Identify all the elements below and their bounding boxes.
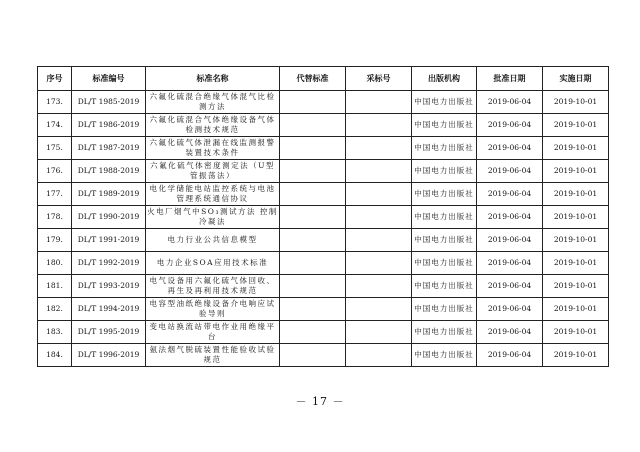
cell-implement-date: 2019-10-01 (543, 275, 609, 298)
cell-approve-date: 2019-06-04 (477, 321, 543, 344)
cell-replaces (280, 229, 346, 252)
cell-approve-date: 2019-06-04 (477, 252, 543, 275)
cell-replaces (280, 91, 346, 114)
table-row (38, 206, 609, 229)
cell-standard-code: DL/T 1994-2019 (72, 298, 146, 321)
cell-seq: 173. (38, 91, 72, 114)
cell-replaces (280, 252, 346, 275)
cell-implement-date: 2019-10-01 (543, 91, 609, 114)
cell-replaces (280, 160, 346, 183)
cell-standard-code: DL/T 1996-2019 (72, 344, 146, 367)
cell-publisher: 中国电力出版社 (412, 91, 477, 114)
table-header-row (38, 67, 609, 91)
cell-publisher: 中国电力出版社 (412, 229, 477, 252)
cell-publisher: 中国电力出版社 (412, 183, 477, 206)
table-row (38, 344, 609, 367)
cell-implement-date: 2019-10-01 (543, 229, 609, 252)
cell-publisher: 中国电力出版社 (412, 252, 477, 275)
header-code: 标准编号 (72, 67, 146, 91)
table-row (38, 183, 609, 206)
cell-adopts (346, 321, 412, 344)
cell-publisher: 中国电力出版社 (412, 160, 477, 183)
cell-approve-date: 2019-06-04 (477, 91, 543, 114)
table-body (38, 91, 609, 367)
cell-seq: 183. (38, 321, 72, 344)
cell-replaces (280, 275, 346, 298)
cell-seq: 180. (38, 252, 72, 275)
cell-standard-code: DL/T 1988-2019 (72, 160, 146, 183)
cell-replaces (280, 137, 346, 160)
cell-standard-code: DL/T 1989-2019 (72, 183, 146, 206)
header-implement-date: 实施日期 (543, 67, 609, 91)
cell-replaces (280, 183, 346, 206)
cell-standard-name: 变电站换流站带电作业用绝缘平台 (146, 321, 280, 344)
cell-standard-code: DL/T 1986-2019 (72, 114, 146, 137)
cell-adopts (346, 252, 412, 275)
table-row (38, 298, 609, 321)
cell-seq: 175. (38, 137, 72, 160)
cell-seq: 176. (38, 160, 72, 183)
cell-standard-code: DL/T 1993-2019 (72, 275, 146, 298)
cell-approve-date: 2019-06-04 (477, 275, 543, 298)
cell-publisher: 中国电力出版社 (412, 298, 477, 321)
cell-replaces (280, 114, 346, 137)
cell-seq: 177. (38, 183, 72, 206)
table-row (38, 137, 609, 160)
cell-replaces (280, 206, 346, 229)
cell-approve-date: 2019-06-04 (477, 344, 543, 367)
cell-approve-date: 2019-06-04 (477, 206, 543, 229)
cell-replaces (280, 321, 346, 344)
header-publisher: 出版机构 (412, 67, 477, 91)
cell-standard-name: 火电厂烟气中SO₃测试方法 控制冷凝法 (146, 206, 280, 229)
cell-seq: 179. (38, 229, 72, 252)
table-row (38, 91, 609, 114)
cell-publisher: 中国电力出版社 (412, 114, 477, 137)
cell-adopts (346, 91, 412, 114)
cell-approve-date: 2019-06-04 (477, 183, 543, 206)
cell-publisher: 中国电力出版社 (412, 344, 477, 367)
page-number: － 17 － (295, 395, 345, 408)
cell-adopts (346, 344, 412, 367)
header-adopts: 采标号 (346, 67, 412, 91)
cell-adopts (346, 137, 412, 160)
cell-standard-name: 六氟化硫气体泄漏在线监测报警装置技术条件 (146, 137, 280, 160)
cell-standard-name: 六氟化硫混合绝缘气体混气比检测方法 (146, 91, 280, 114)
cell-publisher: 中国电力出版社 (412, 321, 477, 344)
table-row (38, 114, 609, 137)
cell-standard-name: 电力企业SOA应用技术标准 (146, 252, 280, 275)
cell-adopts (346, 298, 412, 321)
cell-implement-date: 2019-10-01 (543, 321, 609, 344)
header-name: 标准名称 (146, 67, 280, 91)
cell-publisher: 中国电力出版社 (412, 137, 477, 160)
cell-adopts (346, 160, 412, 183)
cell-implement-date: 2019-10-01 (543, 206, 609, 229)
cell-implement-date: 2019-10-01 (543, 183, 609, 206)
cell-standard-code: DL/T 1992-2019 (72, 252, 146, 275)
header-replaces: 代替标准 (280, 67, 346, 91)
cell-replaces (280, 298, 346, 321)
cell-seq: 178. (38, 206, 72, 229)
cell-implement-date: 2019-10-01 (543, 160, 609, 183)
cell-implement-date: 2019-10-01 (543, 114, 609, 137)
cell-adopts (346, 183, 412, 206)
cell-approve-date: 2019-06-04 (477, 160, 543, 183)
cell-standard-name: 电力行业公共信息模型 (146, 229, 280, 252)
cell-publisher: 中国电力出版社 (412, 275, 477, 298)
table-row (38, 252, 609, 275)
table-row (38, 160, 609, 183)
cell-approve-date: 2019-06-04 (477, 298, 543, 321)
cell-standard-code: DL/T 1987-2019 (72, 137, 146, 160)
cell-standard-name: 电容型油纸绝缘设备介电响应试验导则 (146, 298, 280, 321)
cell-adopts (346, 206, 412, 229)
cell-approve-date: 2019-06-04 (477, 229, 543, 252)
cell-replaces (280, 344, 346, 367)
cell-seq: 174. (38, 114, 72, 137)
cell-implement-date: 2019-10-01 (543, 344, 609, 367)
header-approve-date: 批准日期 (477, 67, 543, 91)
cell-standard-code: DL/T 1995-2019 (72, 321, 146, 344)
cell-standard-code: DL/T 1985-2019 (72, 91, 146, 114)
header-seq: 序号 (38, 67, 72, 91)
cell-seq: 184. (38, 344, 72, 367)
standards-table (37, 66, 609, 367)
cell-implement-date: 2019-10-01 (543, 298, 609, 321)
cell-approve-date: 2019-06-04 (477, 114, 543, 137)
cell-standard-name: 电气设备用六氟化硫气体回收、再生及再利用技术规范 (146, 275, 280, 298)
cell-standard-code: DL/T 1990-2019 (72, 206, 146, 229)
cell-standard-code: DL/T 1991-2019 (72, 229, 146, 252)
table-row (38, 321, 609, 344)
cell-standard-name: 氨法烟气脱硫装置性能验收试验规范 (146, 344, 280, 367)
cell-standard-name: 电化学储能电站监控系统与电池管理系统通信协议 (146, 183, 280, 206)
cell-implement-date: 2019-10-01 (543, 137, 609, 160)
cell-adopts (346, 229, 412, 252)
cell-standard-name: 六氟化硫混合气体绝缘设备气体检测技术规范 (146, 114, 280, 137)
cell-approve-date: 2019-06-04 (477, 137, 543, 160)
cell-implement-date: 2019-10-01 (543, 252, 609, 275)
table-row (38, 275, 609, 298)
cell-adopts (346, 275, 412, 298)
cell-publisher: 中国电力出版社 (412, 206, 477, 229)
table-row (38, 229, 609, 252)
cell-standard-name: 六氟化硫气体密度测定法（U型管振荡法） (146, 160, 280, 183)
cell-seq: 182. (38, 298, 72, 321)
cell-seq: 181. (38, 275, 72, 298)
cell-adopts (346, 114, 412, 137)
